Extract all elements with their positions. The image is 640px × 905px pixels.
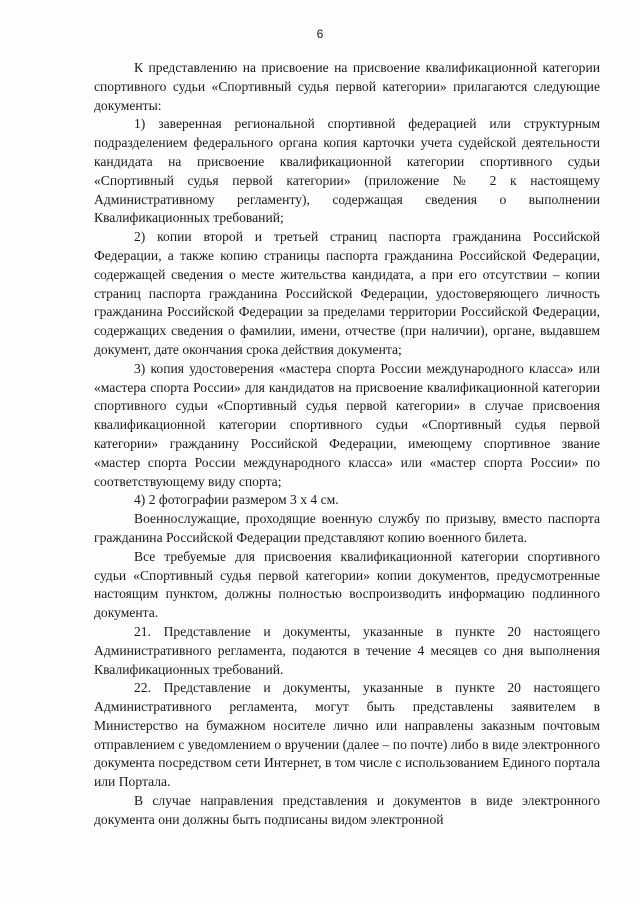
paragraph-intro: К представлению на присвоение на присвоение квалификационной категории спортивного судьи «Спортивный судья первой категории» прилагаются следующие документы: — [94, 60, 600, 113]
paragraph-electronic: В случае направления представления и документов в виде электронного документа они должны быть подписаны видом электронной — [94, 793, 600, 827]
paragraph-clause-22: 22. Представление и документы, указанные в пункте 20 настоящего Административного регламента, могут быть представлены заявителем в Министерство на бумажном носителе лично или направлены заказным почтовым отправлением с уведомлением о вручении (далее – по почте) либо в виде электронного документа посредством сети Интернет, в том числе с использованием Единого портала или Портала. — [94, 680, 600, 790]
document-body — [94, 59, 600, 830]
page-number: 6 — [316, 27, 324, 41]
paragraph-item-3: 3) копия удостоверения «мастера спорта России международного класса» или «мастера спорта России» для кандидатов на присвоение квалификационной категории спортивного судьи «Спортивный судья первой категории» в случае присвоения квалификационной категории спортивного судьи «Спортивный судья первой категории» гражданину Российской Федерации, имеющему спортивное звание «мастер спорта России международного класса» или «мастер спорта России» по соответствующему виду спорта; — [94, 360, 600, 489]
paragraph-item-4: 4) 2 фотографии размером 3 х 4 см. — [134, 492, 339, 508]
paragraph-item-1: 1) заверенная региональной спортивной федерацией или структурным подразделением федерального органа копия карточки учета судейской деятельности кандидата на присвоение квалификационной категории спортивного судьи «Спортивный судья первой категории» (приложение № 2 к настоящему Административному регламенту), содержащая сведения о выполнении Квалификационных требований; — [94, 116, 600, 226]
paragraph-military: Военнослужащие, проходящие военную службу по призыву, вместо паспорта гражданина Российской Федерации представляют копию военного билета. — [94, 511, 600, 545]
paragraph-copies: Все требуемые для присвоения квалификационной категории спортивного судьи «Спортивный судья первой категории» копии документов, предусмотренные настоящим пунктом, должны полностью воспроизводить информацию подлинного документа. — [94, 548, 600, 621]
paragraph-item-2: 2) копии второй и третьей страниц паспорта гражданина Российской Федерации, а также копию страницы паспорта гражданина Российской Федерации, содержащей сведения о месте жительства кандидата, а при его отсутствии – копии страниц паспорта гражданина Российской Федерации, удостоверяющего личность гражданина Российской Федерации за пределами территории Российской Федерации, содержащих сведения о фамилии, имени, отчестве (при наличии), органе, выдавшем документ, дате окончания срока действия документа; — [94, 229, 600, 357]
paragraph-clause-21: 21. Представление и документы, указанные в пункте 20 настоящего Административного регламента, подаются в течение 4 месяцев со дня выполнения Квалификационных требований. — [94, 623, 600, 677]
